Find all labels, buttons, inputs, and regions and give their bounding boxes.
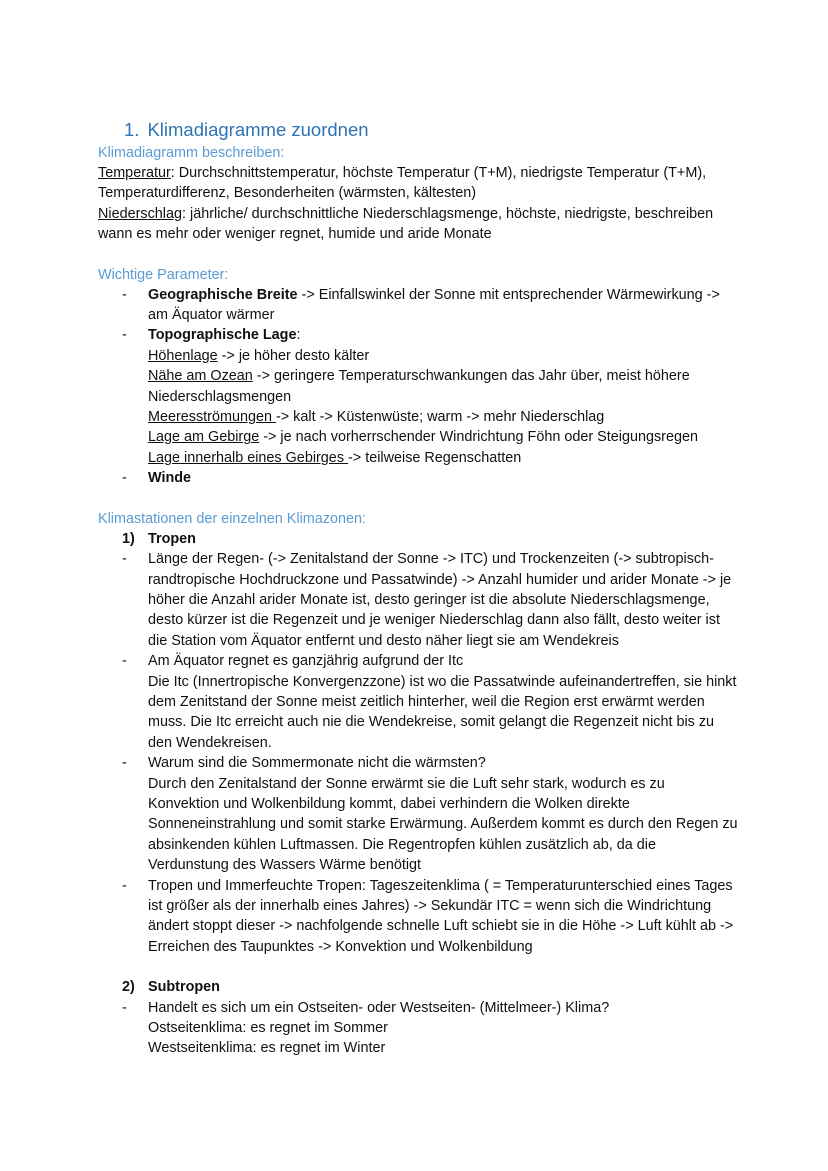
tropen-title: Tropen	[148, 530, 196, 547]
section-number: 1.	[124, 119, 140, 140]
lage-colon: :	[296, 327, 301, 344]
temperatur-paragraph	[98, 163, 738, 204]
subheading-beschreiben: Klimadiagramm beschreiben:	[98, 145, 285, 161]
item-line: - Am Äquator regnet es ganzjährig aufgrund der Itc	[148, 653, 464, 670]
tropen-heading	[98, 529, 738, 549]
hoehe-label: Höhenlage	[148, 347, 218, 364]
temperatur-text: : Durchschnittstemperatur, höchste Temperatur (T+M), niedrigste Temperatur (T+M), Temperaturdifferenz, Besonderheiten (wärmsten, kältesten)	[98, 165, 707, 202]
section-title: Klimadiagramme zuordnen	[147, 119, 369, 140]
ost-line: Ostseitenklima: es regnet im Sommer	[148, 1020, 388, 1037]
tropen-number: 1)	[122, 530, 135, 547]
winde-label: Winde	[148, 470, 192, 487]
document-page	[98, 118, 738, 1059]
temperatur-label: Temperatur	[98, 165, 171, 181]
gebirge-text: -> je nach vorherrschender Windrichtung Föhn oder Steigungsregen	[259, 429, 698, 446]
subheading-parameter: Wichtige Parameter:	[98, 266, 229, 283]
innerhalb-text: -> teilweise Regenschatten	[348, 449, 522, 466]
west-line: Westseitenklima: es regnet im Winter	[148, 1040, 386, 1057]
subtropen-number: 2)	[122, 979, 135, 996]
lage-label: Topographische Lage	[148, 327, 297, 344]
subheading-klimastationen: Klimastationen der einzelnen Klimazonen:	[98, 510, 366, 527]
section-heading	[124, 118, 738, 142]
meer-text: -> kalt -> Küstenwüste; warm -> mehr Niederschlag	[275, 409, 605, 426]
subtropen-title: Subtropen	[148, 979, 220, 996]
niederschlag-paragraph	[98, 204, 738, 245]
niederschlag-text: : jährliche/ durchschnittliche Niederschlagsmenge, höchste, niedrigste, beschreiben wann es mehr oder weniger regnet, humide und aride Monate	[98, 205, 714, 243]
parameter-list	[98, 285, 738, 489]
breite-text: -> Einfallswinkel der Sonne mit entsprechender Wärmewirkung -> am Äquator wärmer	[148, 286, 720, 324]
item-line: - Handelt es sich um ein Ostseiten- oder Westseiten- (Mittelmeer-) Klima?	[148, 999, 610, 1016]
breite-label: Geographische Breite	[148, 286, 298, 303]
list-item	[98, 998, 738, 1059]
tropen-list	[98, 549, 738, 957]
hoehe-text: -> je höher desto kälter	[217, 347, 370, 364]
subtropen-heading	[98, 977, 738, 997]
list-item: - Tropen und Immerfeuchte Tropen: Tageszeitenklima ( = Temperaturunterschied eines Tages ist größer als der innerhalb eines Jahres) -> Sekundär ITC = wenn sich die Windrichtung ändert stoppt dieser -> nachfolgende schnelle Luft schiebt sie in die Höhe -> Luft kühlt ab -> Erreichen des Taupunktes -> Konvektion und Wolkenbildung	[98, 876, 738, 958]
gebirge-label: Lage am Gebirge	[148, 429, 260, 446]
list-item	[98, 651, 738, 753]
list-item: - Länge der Regen- (-> Zenitalstand der Sonne -> ITC) und Trockenzeiten (-> subtropisch-randtropische Hochdruckzone und Passatwinde) -> Anzahl humider und arider Monate -> je höher die Anzahl arider Monate ist, desto geringer ist die absolute Niederschlagsmenge, desto kürzer ist die Regenzeit und je weniger Niederschlag dann also fällt, desto weiter ist die Station vom Äquator entfernt und desto näher liegt sie am Wendekreis	[98, 549, 738, 651]
item-text: Die Itc (Innertropische Konvergenzzone) ist wo die Passatwinde aufeinandertreffen, sie hinkt dem Zenitstand der Sonne meist zeitlich hinterher, weil die Region erst erwärmt werden muss. Die Itc erreicht auch nie die Wendekreise, somit gelangt die Regenzeit nicht bis zu den Wendekreisen.	[148, 673, 737, 751]
item-text: Durch den Zenitalstand der Sonne erwärmt sie die Luft sehr stark, wodurch es zu Konvektion und Wolkenbildung kommt, dabei verhindern die Wolken direkte Sonneneinstrahlung und somit starke Erwärmung. Außerdem kommt es durch den Regen zu absinkenden kühlen Luftmassen. Die Regentropfen kühlen zusätzlich ab, da die Verdunstung des Wassers Wärme benötigt	[148, 775, 738, 874]
subtropen-list	[98, 998, 738, 1059]
list-item	[98, 285, 738, 326]
meer-label: Meeresströmungen	[148, 409, 276, 426]
list-item	[98, 325, 738, 468]
item-line: - Warum sind die Sommermonate nicht die wärmsten?	[148, 755, 486, 772]
list-item	[98, 468, 738, 488]
ozean-label: Nähe am Ozean	[148, 368, 253, 385]
niederschlag-label: Niederschlag	[98, 205, 182, 222]
ozean-text: -> geringere Temperaturschwankungen das Jahr über, meist höhere Niederschlagsmengen	[148, 368, 690, 405]
innerhalb-label: Lage innerhalb eines Gebirges	[148, 449, 349, 466]
list-item	[98, 753, 738, 875]
